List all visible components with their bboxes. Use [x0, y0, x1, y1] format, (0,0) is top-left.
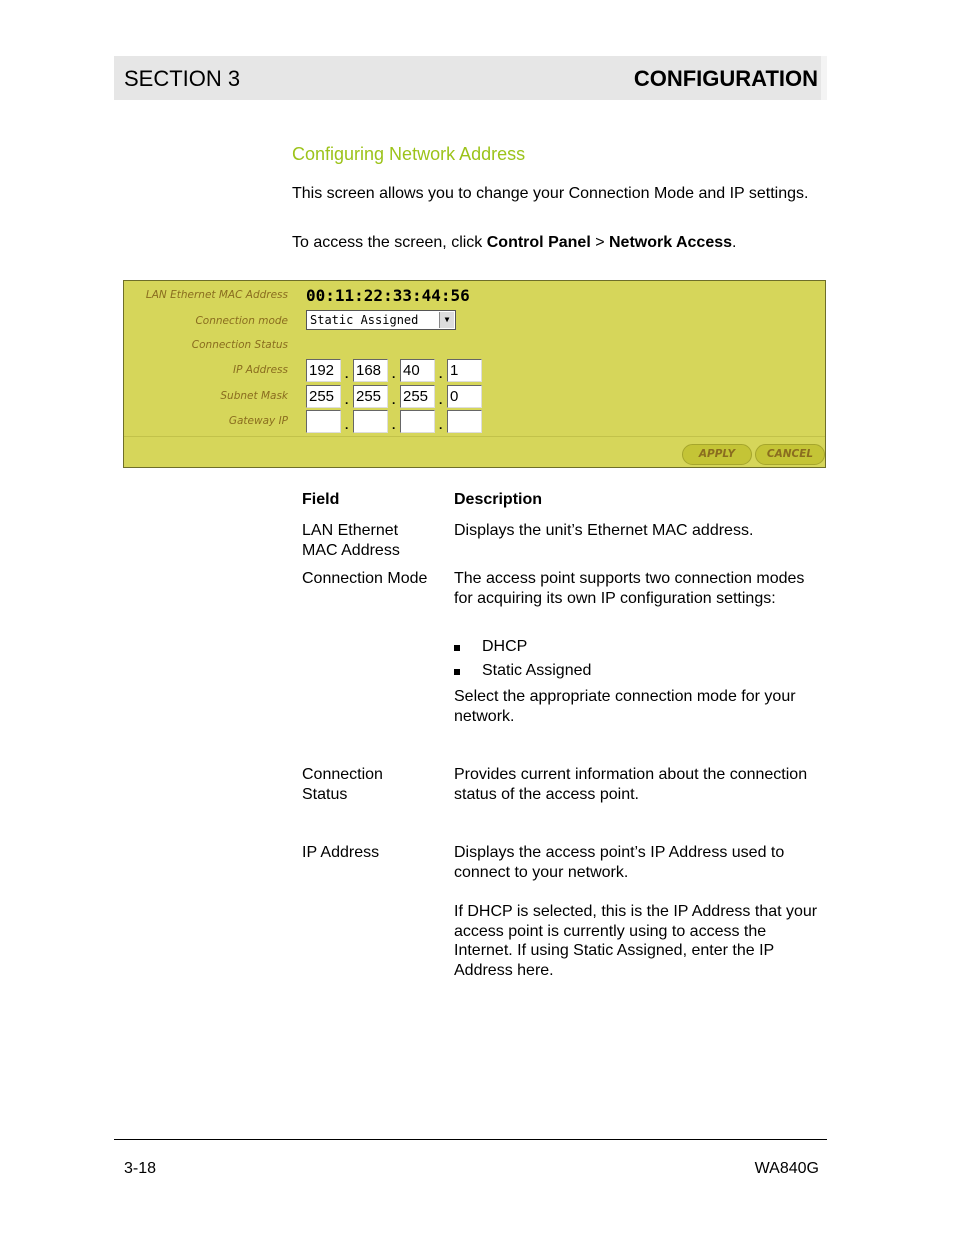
gateway-octet-3[interactable]	[400, 410, 435, 433]
gateway-octet-1[interactable]	[306, 410, 341, 433]
chevron-down-icon[interactable]: ▼	[439, 312, 454, 328]
footer-divider	[114, 1139, 827, 1140]
desc-connection-mode-after: Select the appropriate connection mode for your network.	[454, 688, 796, 725]
access-instructions: To access the screen, click Control Panel > Network Access.	[292, 234, 737, 251]
page-number: 3-18	[124, 1160, 157, 1177]
mask-octet-1[interactable]: 255	[306, 385, 341, 408]
intro-paragraph: This screen allows you to change your Connection Mode and IP settings.	[292, 185, 809, 202]
mac-value: 00:11:22:33:44:56	[306, 286, 470, 305]
panel-divider	[124, 436, 825, 437]
mask-octet-3[interactable]: 255	[400, 385, 435, 408]
section-title: CONFIGURATION	[633, 66, 818, 91]
network-access-ref: Network Access	[609, 234, 733, 251]
field-connection-mode: Connection Mode	[302, 570, 428, 587]
gateway-octet-2[interactable]	[353, 410, 388, 433]
control-panel-ref: Control Panel	[486, 234, 591, 251]
ip-octet-4[interactable]: 1	[447, 359, 482, 382]
apply-button[interactable]: APPLY	[682, 444, 752, 465]
subheading: Configuring Network Address	[292, 144, 526, 164]
model-number: WA840G	[754, 1160, 819, 1177]
section-header	[114, 56, 827, 100]
mac-label: LAN Ethernet MAC Address	[145, 289, 288, 301]
subnet-mask-label: Subnet Mask	[220, 390, 288, 402]
connection-mode-label: Connection mode	[195, 315, 288, 327]
gateway-ip-label: Gateway IP	[228, 415, 288, 427]
desc-ip-address-after: If DHCP is selected, this is the IP Address that your access point is currently using to access the Internet. If using Static Assigned, enter the IP Address here.	[454, 903, 818, 979]
field-column-header: Field	[302, 491, 340, 508]
field-ip-address: IP Address	[302, 844, 380, 861]
ip-octet-2[interactable]: 168	[353, 359, 388, 382]
ip-octet-3[interactable]: 40	[400, 359, 435, 382]
connection-status-label: Connection Status	[191, 339, 288, 351]
gateway-octet-4[interactable]	[447, 410, 482, 433]
section-number: SECTION 3	[124, 66, 241, 91]
ip-address-label: IP Address	[233, 364, 288, 376]
desc-connection-status: Provides current information about the connection status of the access point.	[454, 766, 808, 803]
ip-octet-1[interactable]: 192	[306, 359, 341, 382]
desc-connection-mode: The access point supports two connection modes for acquiring its own IP configuration settings:	[454, 570, 805, 607]
network-config-panel: LAN Ethernet MAC Address 00:11:22:33:44:56 Connection mode Static Assigned ▼ Connection Status IP Address 192 . 168 . 40 . 1 Subnet Mask 255 . 255 . 255 . 0 Gateway IP . . . APPLY CANCEL	[123, 280, 826, 468]
mask-octet-4[interactable]: 0	[447, 385, 482, 408]
description-column-header: Description	[454, 491, 543, 508]
desc-ip-address: Displays the access point’s IP Address used to connect to your network.	[454, 844, 785, 881]
connection-mode-select[interactable]: Static Assigned ▼	[306, 310, 456, 330]
cancel-button[interactable]: CANCEL	[755, 444, 825, 465]
mask-octet-2[interactable]: 255	[353, 385, 388, 408]
field-mac: LAN Ethernet MAC Address	[302, 522, 400, 559]
desc-mac: Displays the unit’s Ethernet MAC address.	[454, 522, 754, 539]
field-connection-status: Connection Status	[302, 766, 383, 803]
